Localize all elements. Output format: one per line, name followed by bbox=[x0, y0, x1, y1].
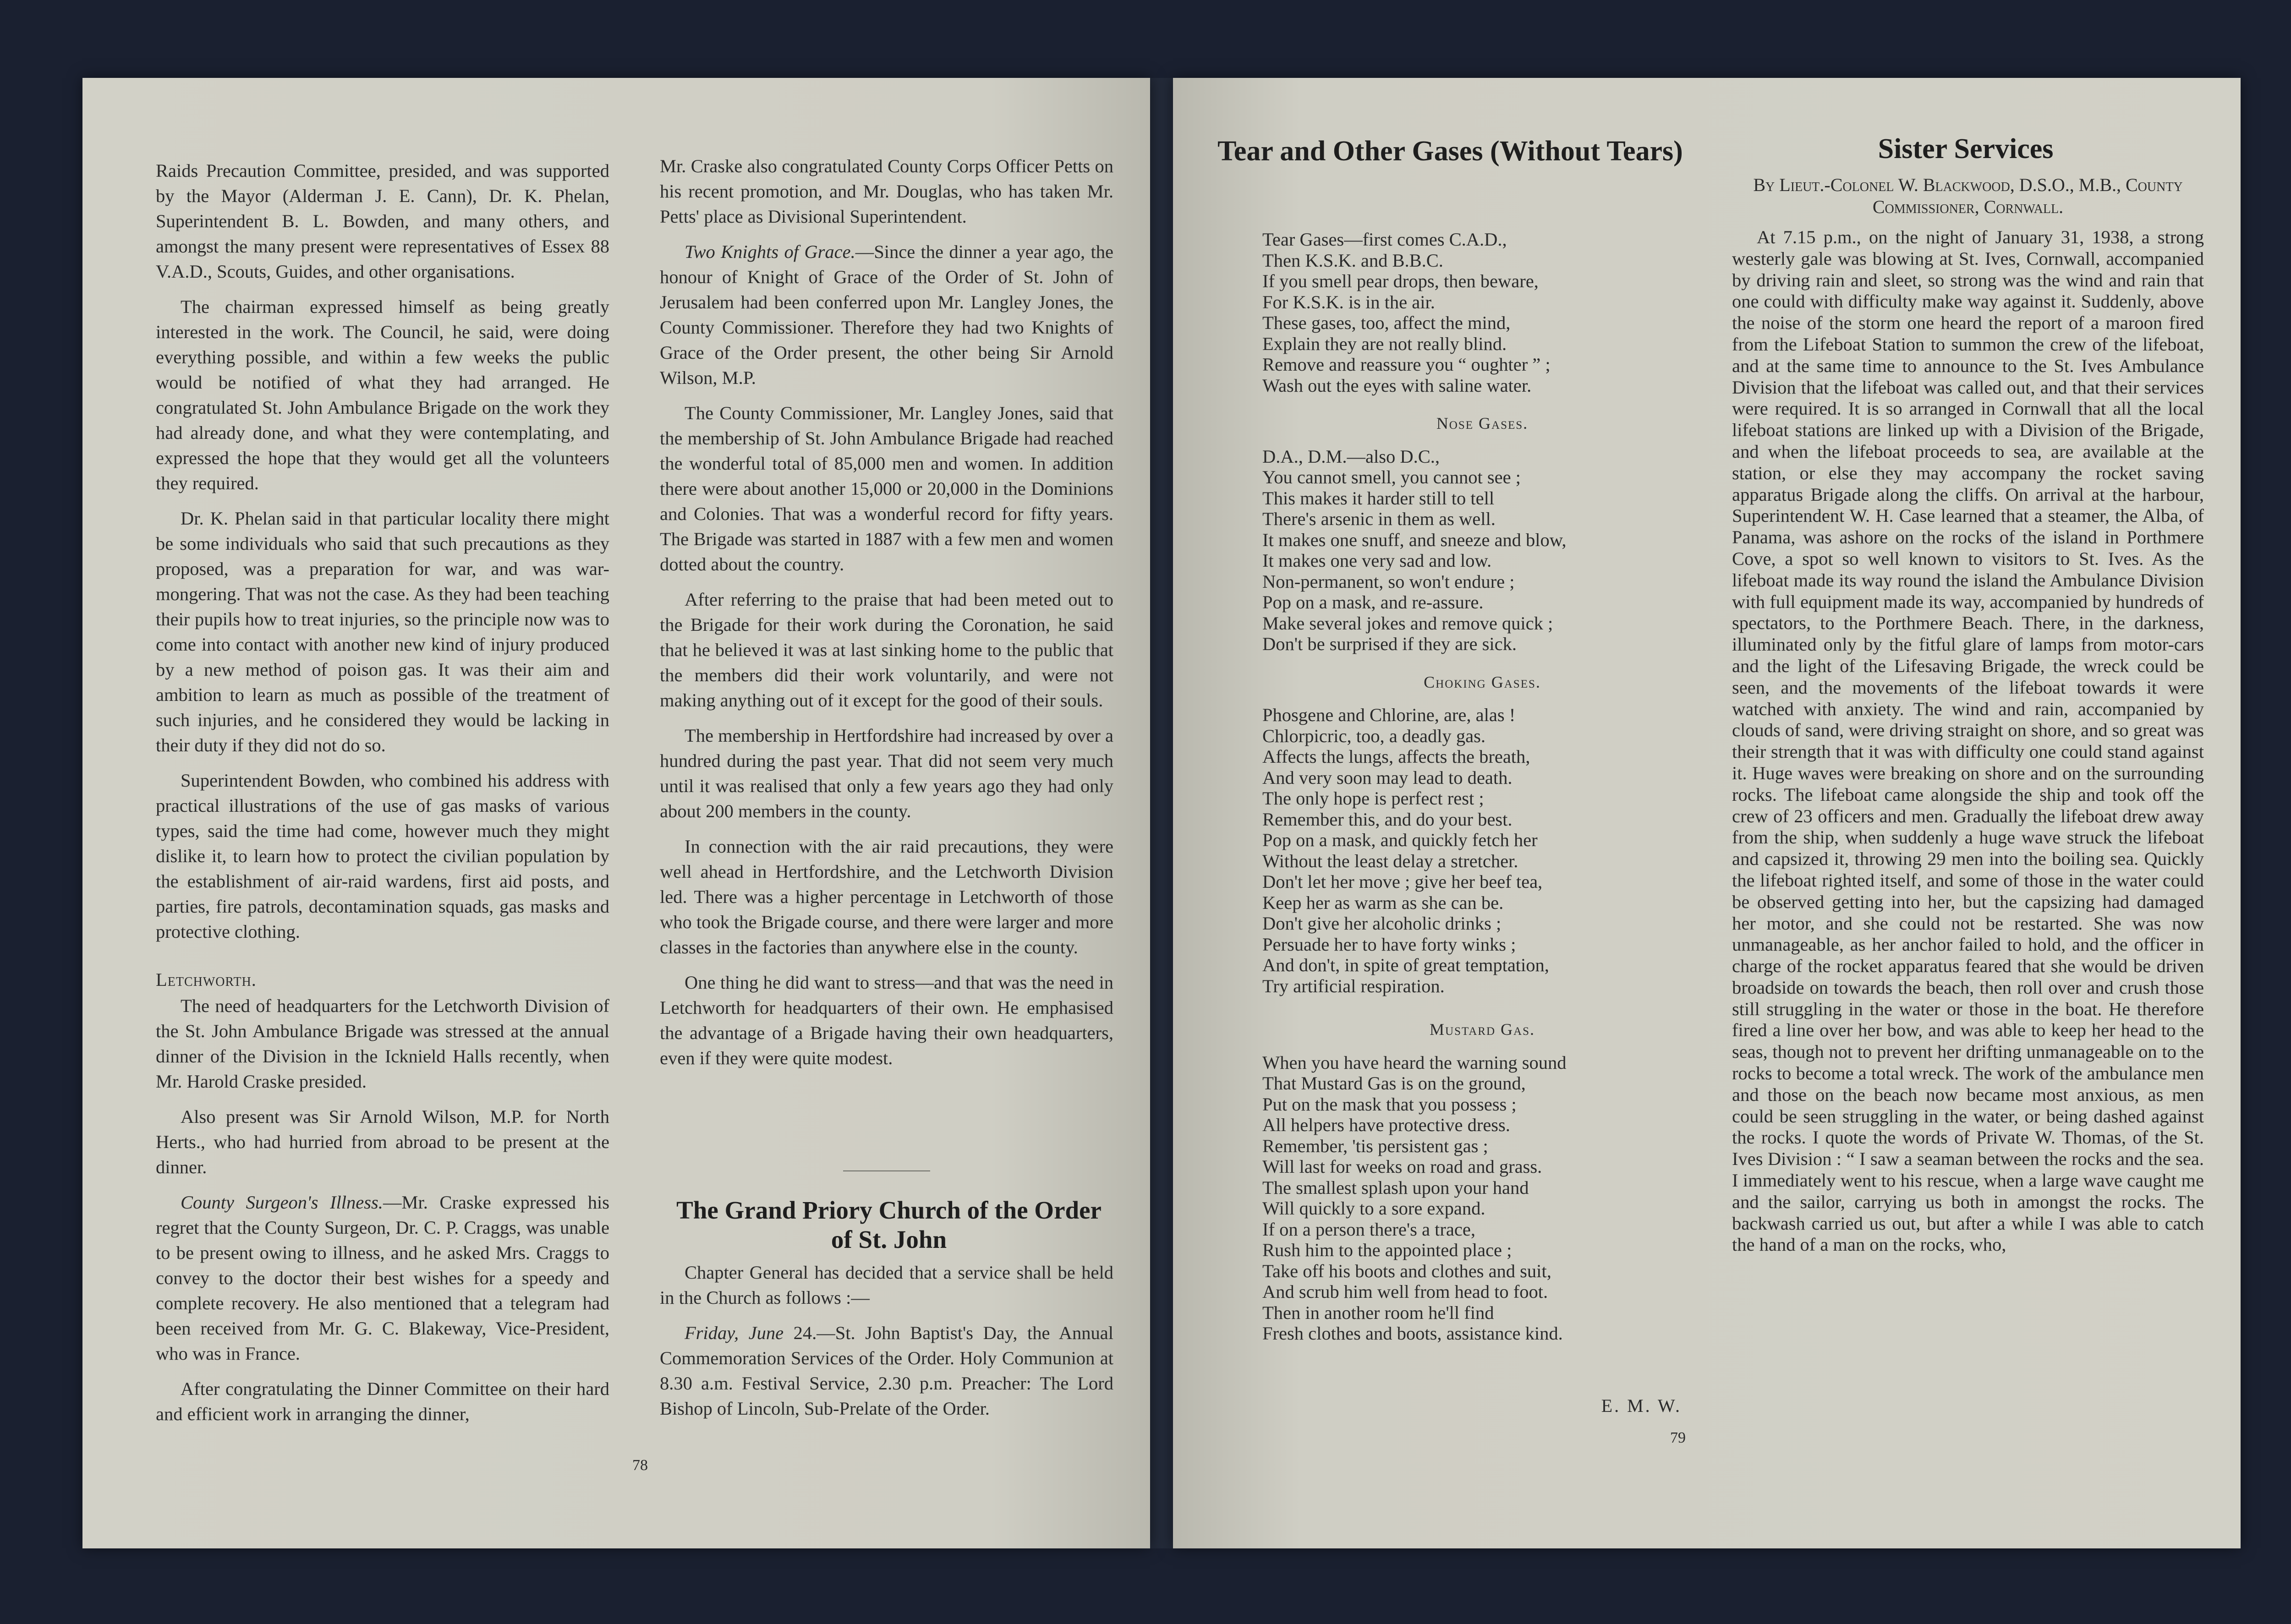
paragraph: The County Commissioner, Mr. Langley Jones, said that the membership of St. John Ambulance Brigade had reached the wonderful total of 85,000 men and women. In addition there were about another 15,000 or 20,000 in the Dominions and Colonies. That was a wonderful record for fifty years. The Brigade was started in 1887 with a few men and women dotted about the country. bbox=[660, 403, 1113, 574]
paragraph: The chairman expressed himself as being greatly interested in the work. The Council, he said, were doing everything possible, and within a few weeks the public would be notified of what they had arranged. He congratulated St. John Ambulance Brigade on the work they had already done, and what they were contemplating, and expressed the hope that they would get all the volunteers they required. bbox=[156, 296, 609, 493]
paragraph: Mr. Craske also congratulated County Corps Officer Petts on his recent promotion, and Mr. Douglas, who has taken Mr. Petts' place as Divisional Superintendent. bbox=[660, 156, 1113, 227]
verse-line: The only hope is perfect rest ; bbox=[1262, 788, 1484, 809]
verse-line: Rush him to the appointed place ; bbox=[1262, 1240, 1512, 1260]
verse-line: And don't, in spite of great temptation, bbox=[1262, 955, 1549, 975]
verse-line: And scrub him well from head to foot. bbox=[1262, 1281, 1548, 1302]
verse-line: Put on the mask that you possess ; bbox=[1262, 1094, 1517, 1115]
paragraph: Dr. K. Phelan said in that particular locality there might be some individuals who said that such precautions as they proposed, was a preparation for war, and was war-mongering. That was not the case. As they had been teaching their pupils how to treat injuries, so the principle now was to come into contact with another new kind of injury produced by a new method of poison gas. It was their aim and ambition to learn as much as possible of the treatment of such injuries, and he considered they would be lacking in their duty if they did not do so. bbox=[156, 508, 609, 755]
letchworth-heading: Letchworth. bbox=[156, 969, 257, 990]
verse-line: Wash out the eyes with saline water. bbox=[1262, 375, 1532, 396]
verse-line: Take off his boots and clothes and suit, bbox=[1262, 1260, 1551, 1281]
priory-service-text: 24.—St. John Baptist's Day, the Annual Commemoration Services of the Order. Holy Communion at 8.30 a.m. Festival Service, 2.30 p.m. Preacher: The Lord Bishop of Lincoln, Sub-Prelate of the Order. bbox=[660, 1323, 1113, 1419]
choking-gas-stanza bbox=[1262, 705, 1702, 996]
verse-line: Chlorpicric, too, a deadly gas. bbox=[1262, 725, 1485, 746]
gases-heading: Tear and Other Gases (Without Tears) bbox=[1217, 136, 1683, 167]
tear-gas-stanza bbox=[1262, 229, 1702, 396]
paragraph bbox=[660, 1320, 1113, 1421]
verse-line: Will quickly to a sore expand. bbox=[1262, 1198, 1485, 1219]
verse-line: There's arsenic in them as well. bbox=[1262, 509, 1496, 529]
priory-heading: The Grand Priory Church of the Order of St. John bbox=[676, 1196, 1102, 1253]
paragraph: After congratulating the Dinner Committee on their hard and efficient work in arranging the dinner, bbox=[156, 1378, 609, 1424]
verse-line: All helpers have protective dress. bbox=[1262, 1115, 1510, 1135]
page-79 bbox=[1173, 78, 2241, 1548]
paragraph: Raids Precaution Committee, presided, and was supported by the Mayor (Alderman J. E. Cann), Dr. K. Phelan, Superintendent B. L. Bowden, and many others, and amongst the many present were representatives of Essex 88 V.A.D., Scouts, Guides, and other organisations. bbox=[156, 160, 609, 282]
paragraph: Chapter General has decided that a service shall be held in the Church as follows :— bbox=[660, 1262, 1113, 1308]
byline-text: By Lieut.-Colonel W. Blackwood, D.S.O., M.B., County Commissioner, Cornwall. bbox=[1753, 175, 2183, 217]
nose-gases-heading: Nose Gases. bbox=[1436, 414, 1529, 432]
verse-line: Phosgene and Chlorine, are, alas ! bbox=[1262, 705, 1516, 725]
verse-line: These gases, too, affect the mind, bbox=[1262, 312, 1511, 333]
county-surgeon-text: —Mr. Craske expressed his regret that the County Surgeon, Dr. C. P. Craggs, was unable to be present owing to illness, and he asked Mrs. Craggs to convey to the doctor their best wishes for a speedy and complete recovery. He also mentioned that a telegram had been received from Mr. G. C. Blakeway, Vice-President, who was in France. bbox=[156, 1192, 609, 1364]
left-column-1 bbox=[156, 158, 609, 1437]
verse-line: Don't give her alcoholic drinks ; bbox=[1262, 913, 1502, 934]
paragraph: At 7.15 p.m., on the night of January 31, 1938, a strong westerly gale was blowing at St. Ives, Cornwall, accompanied by driving rain and sleet, so strong was the wind and rain that one could with difficulty make way against it. Suddenly, above the noise of the storm one heard the report of a maroon fired from the Lifeboat Station to summon the crew of the lifeboat, and at the same time to announce to the St. Ives Ambulance Division that the lifeboat was called out, and that their services were required. It is so arranged in Cornwall that all the local lifeboat stations are linked up with a Division of the Brigade, and when the lifeboat proceeds to sea, are available at the station, or else they may accompany the rocket saving apparatus Brigade along the cliffs. On arrival at the harbour, Superintendent W. H. Case learned that a steamer, the Alba, of Panama, was ashore on the rocks of the island in Porthmere Cove, a spot so well known to visitors to St. Ives. As the lifeboat made its way round the island the Ambulance Division with full equipment made its way, accompanied by hundreds of spectators, to the Porthmere Beach. There, in the darkness, illuminated only by the fitful glare of lamps from motor-cars and the light of the Lifesaving Brigade, the wreck could be seen, and the movements of the lifeboat towards it were watched with anxiety. The wind and rain, accompanied by clouds of sand, were driving straight on shore, and so great was their strength that it was with difficulty one could stand against it. Huge waves were breaking on shore and on the surrounding rocks. The lifeboat came alongside the ship and took off the crew of 23 officers and men. Gradually the lifeboat drew away from the ship, when suddenly a huge wave struck the lifeboat and capsized it, throwing 29 men into the boiling sea. Quickly the lifeboat righted itself, and some of those in the water could be observed getting into her, but the capsizing had damaged her motor, and she could not be restarted. She was now unmanageable, as her anchor failed to hold, and the officer in charge of the rocket apparatus feared that she would be driven broadside on towards the beach, then roll over and crush those still struggling in the water or those in the boat. He therefore fired a line over her bow, and was able to keep her head to the seas, though not to prevent her drifting unmanageable on to the rocks to become a total wreck. The work of the ambulance men and those on the beach now became most anxious, as men could be seen struggling in the water, or being dashed against the rocks. I quote the words of Private W. Thomas, of the St. Ives Division : “ I saw a seaman between the rocks and the sea. I immediately went to his rescue, when a large wave caught me and the sailor, carrying us both in amongst the rocks. The backwash carried us out, but after a while I was able to catch the hand of a man on the rocks, who, bbox=[1732, 227, 2204, 1255]
page-number: 78 bbox=[632, 1457, 648, 1474]
priory-notice bbox=[660, 1260, 1113, 1431]
verse-line: Fresh clothes and boots, assistance kind. bbox=[1262, 1323, 1563, 1344]
poem-signature: E. M. W. bbox=[1601, 1395, 1682, 1416]
verse-line: If you smell pear drops, then beware, bbox=[1262, 271, 1539, 291]
verse-line: Tear Gases—first comes C.A.D., bbox=[1262, 229, 1507, 250]
paragraph: After referring to the praise that had been meted out to the Brigade for their work during the Coronation, he said that he believed it was at last sinking home to the public that the members did their work voluntarily, and were not making anything out of it except for the good of their souls. bbox=[660, 589, 1113, 711]
verse-line: Affects the lungs, affects the breath, bbox=[1262, 746, 1530, 767]
verse-line: It makes one snuff, and sneeze and blow, bbox=[1262, 529, 1567, 550]
verse-line: D.A., D.M.—also D.C., bbox=[1262, 446, 1440, 467]
verse-line: Non-permanent, so won't endure ; bbox=[1262, 571, 1515, 592]
choking-gases-heading: Choking Gases. bbox=[1424, 673, 1541, 691]
priory-date: Friday, June bbox=[685, 1323, 784, 1343]
verse-line: Persuade her to have forty winks ; bbox=[1262, 934, 1516, 955]
verse-line: And very soon may lead to death. bbox=[1262, 767, 1513, 788]
verse-line: Don't let her move ; give her beef tea, bbox=[1262, 871, 1543, 892]
verse-line: Remember, 'tis persistent gas ; bbox=[1262, 1135, 1488, 1156]
mustard-gas-stanza bbox=[1262, 1052, 1702, 1344]
book-gutter bbox=[1150, 78, 1173, 1548]
verse-line: That Mustard Gas is on the ground, bbox=[1262, 1073, 1526, 1094]
verse-line: Make several jokes and remove quick ; bbox=[1262, 612, 1553, 634]
page-78 bbox=[82, 78, 1150, 1548]
verse-line: Will last for weeks on road and grass. bbox=[1262, 1156, 1542, 1177]
verse-line: Then in another room he'll find bbox=[1262, 1302, 1494, 1323]
paragraph: Also present was Sir Arnold Wilson, M.P. for North Herts., who had hurried from abroad to be present at the dinner. bbox=[156, 1106, 609, 1177]
sister-services-article bbox=[1732, 227, 2204, 1266]
verse-line: Explain they are not really blind. bbox=[1262, 333, 1507, 354]
verse-line: You cannot smell, you cannot see ; bbox=[1262, 467, 1521, 487]
verse-line: For K.S.K. is in the air. bbox=[1262, 291, 1435, 312]
verse-line: Remove and reassure you “ oughter ” ; bbox=[1262, 354, 1551, 375]
verse-line: Try artificial respiration. bbox=[1262, 975, 1445, 996]
verse-line: Pop on a mask, and re-assure. bbox=[1262, 592, 1484, 612]
left-column-2 bbox=[660, 153, 1113, 1081]
county-surgeon-title: County Surgeon's Illness. bbox=[181, 1192, 383, 1213]
paragraph: In connection with the air raid precautions, they were well ahead in Hertfordshire, and the Letchworth Division led. There was a higher percentage in Letchworth of those who took the Brigade course, and there were larger and more classes in the factories than anywhere else in the county. bbox=[660, 836, 1113, 957]
paragraph: The membership in Hertfordshire had increased by over a hundred during the past year. That did not seem very much until it was realised that only a few years ago they had only about 200 members in the county. bbox=[660, 725, 1113, 821]
verse-line: Pop on a mask, and quickly fetch her bbox=[1262, 830, 1538, 850]
paragraph: Superintendent Bowden, who combined his address with practical illustrations of the use of gas masks of various types, said the time had come, however much they might dislike it, to learn how to protect the civilian population by the establishment of air-raid wardens, first aid posts, and parties, fire patrols, decontamination squads, gas masks and protective clothing. bbox=[156, 770, 609, 942]
paragraph bbox=[660, 239, 1113, 390]
verse-line: The smallest splash upon your hand bbox=[1262, 1177, 1529, 1198]
mustard-gas-heading: Mustard Gas. bbox=[1430, 1020, 1535, 1039]
gas-poem bbox=[1262, 229, 1702, 1344]
verse-line: When you have heard the warning sound bbox=[1262, 1052, 1567, 1073]
paragraph: One thing he did want to stress—and that was the need in Letchworth for headquarters of their own. He emphasised the advantage of a Brigade having their own headquarters, even if they were quite modest. bbox=[660, 972, 1113, 1068]
sister-services-heading: Sister Services bbox=[1878, 133, 2054, 164]
byline bbox=[1732, 174, 2204, 218]
nose-gas-stanza bbox=[1262, 446, 1702, 655]
verse-line: If on a person there's a trace, bbox=[1262, 1219, 1475, 1240]
verse-line: Then K.S.K. and B.B.C. bbox=[1262, 250, 1443, 271]
paragraph bbox=[156, 1190, 609, 1366]
page-number: 79 bbox=[1670, 1429, 1686, 1446]
verse-line: It makes one very sad and low. bbox=[1262, 550, 1492, 571]
verse-line: Keep her as warm as she can be. bbox=[1262, 892, 1504, 913]
verse-line: This makes it harder still to tell bbox=[1262, 487, 1495, 509]
two-knights-title: Two Knights of Grace. bbox=[685, 241, 855, 262]
verse-line: Remember this, and do your best. bbox=[1262, 809, 1513, 830]
verse-line: Don't be surprised if they are sick. bbox=[1262, 634, 1517, 654]
section-divider bbox=[843, 1170, 930, 1171]
paragraph: The need of headquarters for the Letchworth Division of the St. John Ambulance Brigade was stressed at the annual dinner of the Division in the Icknield Halls recently, when Mr. Harold Craske presided. bbox=[156, 995, 609, 1092]
two-knights-text: —Since the dinner a year ago, the honour of Knight of Grace of the Order of St. John of Jerusalem had been conferred upon Mr. Langley Jones, the County Commissioner. Therefore they had two Knights of Grace of the Order present, the other being Sir Arnold Wilson, M.P. bbox=[660, 241, 1113, 388]
verse-line: Without the least delay a stretcher. bbox=[1262, 850, 1518, 871]
